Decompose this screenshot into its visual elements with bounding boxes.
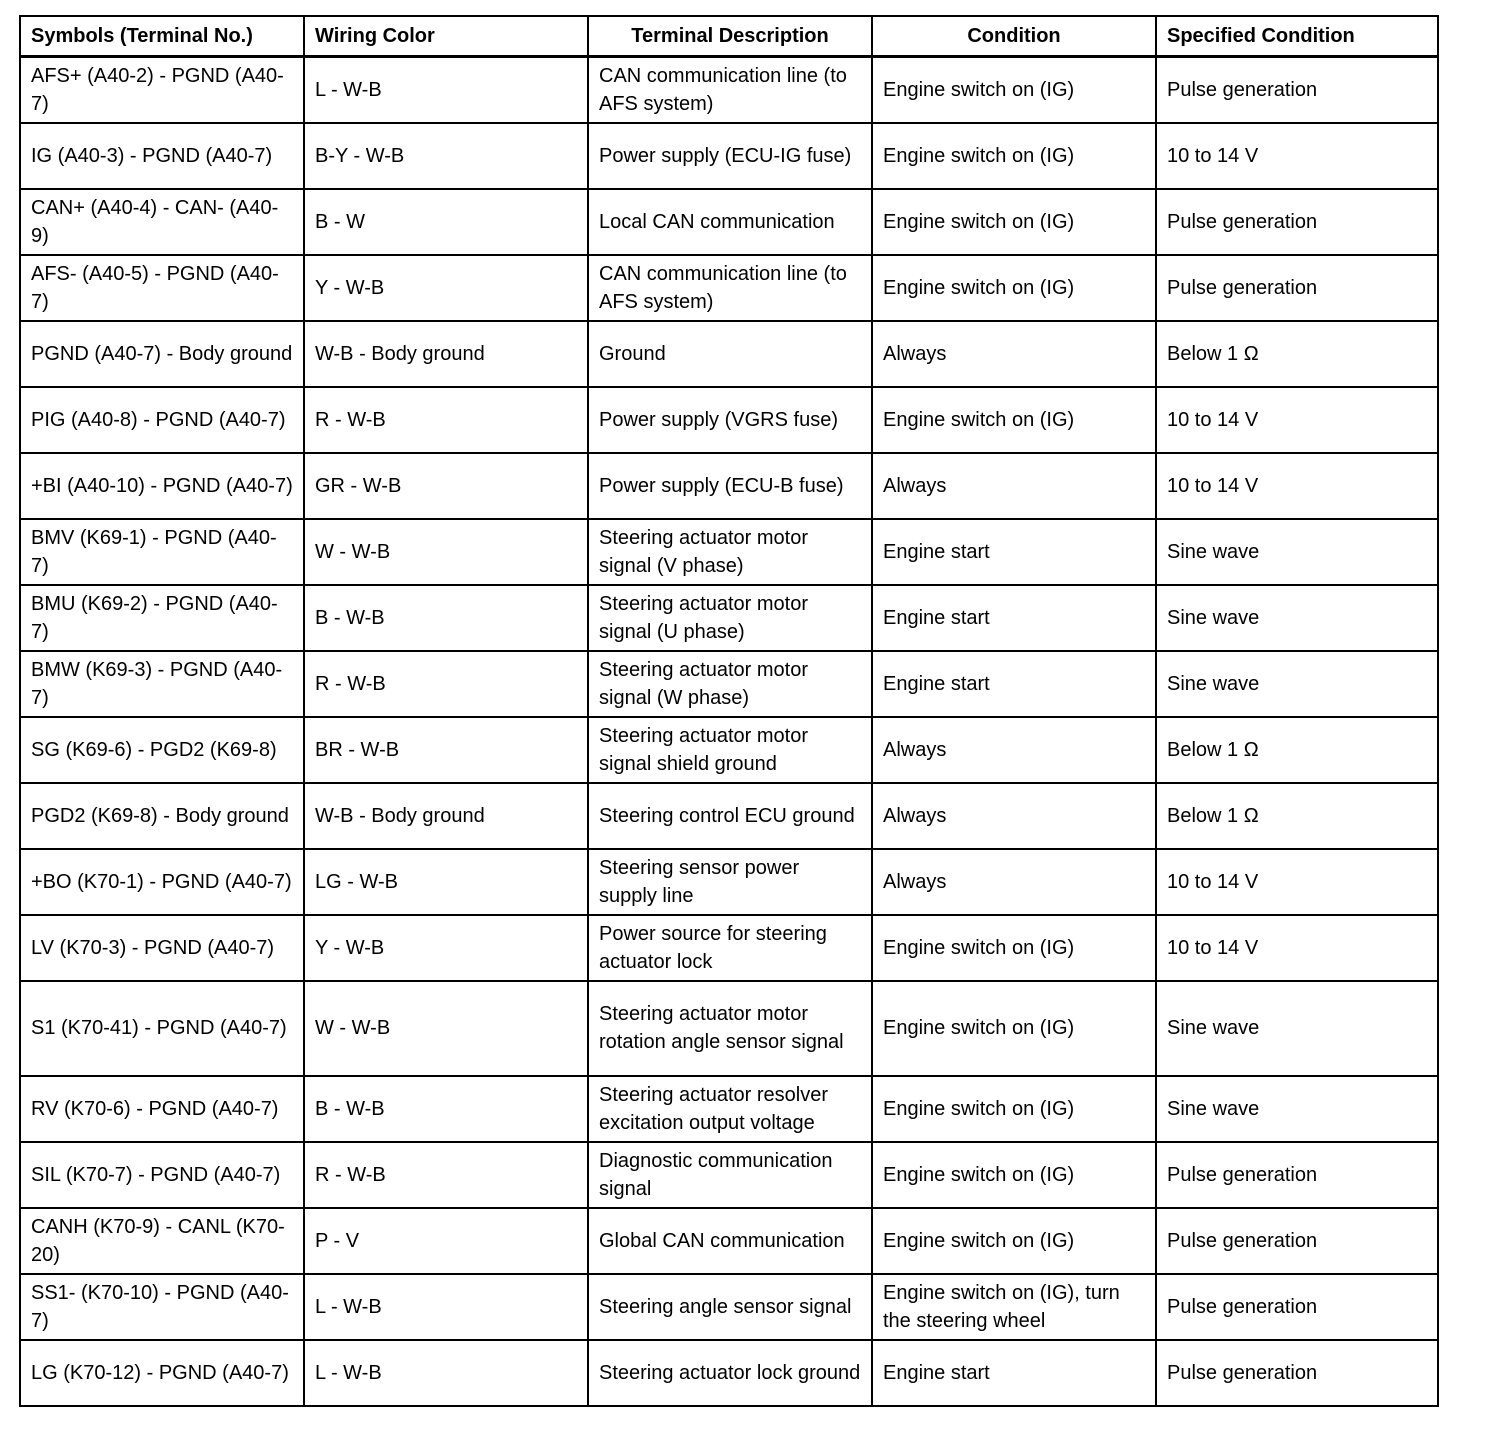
cell-condition: Always — [872, 321, 1156, 387]
cell-symbol: RV (K70-6) - PGND (A40-7) — [20, 1076, 304, 1142]
cell-condition: Engine start — [872, 651, 1156, 717]
cell-condition: Engine switch on (IG), turn the steering wheel — [872, 1274, 1156, 1340]
header-symbols: Symbols (Terminal No.) — [20, 16, 304, 57]
cell-symbol: SG (K69-6) - PGD2 (K69-8) — [20, 717, 304, 783]
table-header-row — [20, 16, 1438, 57]
cell-specified-condition: Pulse generation — [1156, 1208, 1438, 1274]
table-row — [20, 57, 1438, 123]
cell-condition: Engine switch on (IG) — [872, 57, 1156, 123]
cell-wiring-color: B - W-B — [304, 1076, 588, 1142]
cell-wiring-color: W-B - Body ground — [304, 783, 588, 849]
cell-symbol: BMU (K69-2) - PGND (A40-7) — [20, 585, 304, 651]
cell-condition: Always — [872, 783, 1156, 849]
cell-specified-condition: Sine wave — [1156, 519, 1438, 585]
cell-condition: Engine switch on (IG) — [872, 123, 1156, 189]
table-row — [20, 321, 1438, 387]
cell-symbol: S1 (K70-41) - PGND (A40-7) — [20, 981, 304, 1076]
cell-symbol: SS1- (K70-10) - PGND (A40-7) — [20, 1274, 304, 1340]
cell-terminal-description: Steering sensor power supply line — [588, 849, 872, 915]
cell-specified-condition: Pulse generation — [1156, 1274, 1438, 1340]
cell-condition: Always — [872, 849, 1156, 915]
cell-symbol: PGND (A40-7) - Body ground — [20, 321, 304, 387]
cell-terminal-description: Steering actuator lock ground — [588, 1340, 872, 1406]
cell-condition: Engine start — [872, 585, 1156, 651]
cell-specified-condition: Pulse generation — [1156, 1142, 1438, 1208]
cell-specified-condition: Below 1 Ω — [1156, 783, 1438, 849]
cell-symbol: +BI (A40-10) - PGND (A40-7) — [20, 453, 304, 519]
cell-specified-condition: Sine wave — [1156, 981, 1438, 1076]
cell-specified-condition: Pulse generation — [1156, 1340, 1438, 1406]
cell-wiring-color: LG - W-B — [304, 849, 588, 915]
cell-specified-condition: Sine wave — [1156, 651, 1438, 717]
table-row — [20, 1274, 1438, 1340]
table-row — [20, 519, 1438, 585]
table-row — [20, 387, 1438, 453]
table-row — [20, 981, 1438, 1076]
cell-symbol: SIL (K70-7) - PGND (A40-7) — [20, 1142, 304, 1208]
cell-condition: Engine switch on (IG) — [872, 387, 1156, 453]
cell-specified-condition: Below 1 Ω — [1156, 321, 1438, 387]
header-terminal-description: Terminal Description — [588, 16, 872, 57]
cell-symbol: +BO (K70-1) - PGND (A40-7) — [20, 849, 304, 915]
cell-specified-condition: Pulse generation — [1156, 57, 1438, 123]
cell-wiring-color: W - W-B — [304, 981, 588, 1076]
cell-condition: Engine switch on (IG) — [872, 255, 1156, 321]
cell-terminal-description: Power supply (ECU-B fuse) — [588, 453, 872, 519]
cell-terminal-description: Steering actuator motor signal (V phase) — [588, 519, 872, 585]
cell-wiring-color: R - W-B — [304, 1142, 588, 1208]
table-row — [20, 717, 1438, 783]
cell-terminal-description: Ground — [588, 321, 872, 387]
cell-symbol: IG (A40-3) - PGND (A40-7) — [20, 123, 304, 189]
cell-symbol: AFS+ (A40-2) - PGND (A40-7) — [20, 57, 304, 123]
cell-specified-condition: Pulse generation — [1156, 189, 1438, 255]
cell-condition: Always — [872, 453, 1156, 519]
header-specified-condition: Specified Condition — [1156, 16, 1438, 57]
cell-symbol: BMW (K69-3) - PGND (A40-7) — [20, 651, 304, 717]
table-row — [20, 189, 1438, 255]
cell-specified-condition: Pulse generation — [1156, 255, 1438, 321]
cell-wiring-color: R - W-B — [304, 651, 588, 717]
cell-wiring-color: P - V — [304, 1208, 588, 1274]
cell-specified-condition: Sine wave — [1156, 1076, 1438, 1142]
cell-symbol: LV (K70-3) - PGND (A40-7) — [20, 915, 304, 981]
cell-specified-condition: 10 to 14 V — [1156, 453, 1438, 519]
header-condition: Condition — [872, 16, 1156, 57]
cell-terminal-description: Steering actuator motor signal shield ground — [588, 717, 872, 783]
cell-condition: Engine start — [872, 1340, 1156, 1406]
cell-symbol: PIG (A40-8) - PGND (A40-7) — [20, 387, 304, 453]
header-wiring-color: Wiring Color — [304, 16, 588, 57]
table-row — [20, 651, 1438, 717]
cell-terminal-description: Local CAN communication — [588, 189, 872, 255]
table-row — [20, 915, 1438, 981]
cell-terminal-description: Steering angle sensor signal — [588, 1274, 872, 1340]
table-row — [20, 453, 1438, 519]
cell-wiring-color: BR - W-B — [304, 717, 588, 783]
cell-symbol: CAN+ (A40-4) - CAN- (A40-9) — [20, 189, 304, 255]
cell-terminal-description: Steering actuator motor signal (W phase) — [588, 651, 872, 717]
cell-condition: Engine switch on (IG) — [872, 981, 1156, 1076]
cell-symbol: CANH (K70-9) - CANL (K70-20) — [20, 1208, 304, 1274]
cell-wiring-color: W - W-B — [304, 519, 588, 585]
cell-specified-condition: Below 1 Ω — [1156, 717, 1438, 783]
terminal-table — [19, 15, 1439, 1407]
cell-condition: Engine switch on (IG) — [872, 915, 1156, 981]
cell-symbol: LG (K70-12) - PGND (A40-7) — [20, 1340, 304, 1406]
cell-specified-condition: 10 to 14 V — [1156, 849, 1438, 915]
cell-wiring-color: L - W-B — [304, 1340, 588, 1406]
cell-wiring-color: GR - W-B — [304, 453, 588, 519]
cell-specified-condition: 10 to 14 V — [1156, 387, 1438, 453]
cell-wiring-color: W-B - Body ground — [304, 321, 588, 387]
cell-terminal-description: CAN communication line (to AFS system) — [588, 255, 872, 321]
cell-condition: Engine switch on (IG) — [872, 1208, 1156, 1274]
cell-terminal-description: CAN communication line (to AFS system) — [588, 57, 872, 123]
cell-wiring-color: Y - W-B — [304, 255, 588, 321]
cell-terminal-description: Steering actuator resolver excitation output voltage — [588, 1076, 872, 1142]
cell-wiring-color: L - W-B — [304, 1274, 588, 1340]
table-body — [20, 57, 1438, 1406]
cell-wiring-color: B - W-B — [304, 585, 588, 651]
cell-terminal-description: Power source for steering actuator lock — [588, 915, 872, 981]
cell-terminal-description: Steering control ECU ground — [588, 783, 872, 849]
cell-condition: Engine start — [872, 519, 1156, 585]
terminal-table-container — [19, 15, 1437, 1407]
table-row — [20, 1340, 1438, 1406]
cell-terminal-description: Power supply (VGRS fuse) — [588, 387, 872, 453]
cell-wiring-color: B-Y - W-B — [304, 123, 588, 189]
cell-condition: Engine switch on (IG) — [872, 189, 1156, 255]
table-row — [20, 585, 1438, 651]
cell-specified-condition: 10 to 14 V — [1156, 915, 1438, 981]
table-row — [20, 255, 1438, 321]
cell-specified-condition: Sine wave — [1156, 585, 1438, 651]
cell-symbol: BMV (K69-1) - PGND (A40-7) — [20, 519, 304, 585]
cell-wiring-color: R - W-B — [304, 387, 588, 453]
cell-terminal-description: Power supply (ECU-IG fuse) — [588, 123, 872, 189]
cell-symbol: AFS- (A40-5) - PGND (A40-7) — [20, 255, 304, 321]
cell-condition: Engine switch on (IG) — [872, 1142, 1156, 1208]
cell-condition: Always — [872, 717, 1156, 783]
cell-wiring-color: Y - W-B — [304, 915, 588, 981]
table-row — [20, 783, 1438, 849]
cell-terminal-description: Steering actuator motor rotation angle sensor signal — [588, 981, 872, 1076]
cell-wiring-color: L - W-B — [304, 57, 588, 123]
cell-terminal-description: Diagnostic communication signal — [588, 1142, 872, 1208]
table-row — [20, 849, 1438, 915]
table-row — [20, 1142, 1438, 1208]
cell-terminal-description: Global CAN communication — [588, 1208, 872, 1274]
cell-condition: Engine switch on (IG) — [872, 1076, 1156, 1142]
cell-wiring-color: B - W — [304, 189, 588, 255]
table-row — [20, 1076, 1438, 1142]
cell-specified-condition: 10 to 14 V — [1156, 123, 1438, 189]
table-row — [20, 123, 1438, 189]
cell-terminal-description: Steering actuator motor signal (U phase) — [588, 585, 872, 651]
cell-symbol: PGD2 (K69-8) - Body ground — [20, 783, 304, 849]
table-row — [20, 1208, 1438, 1274]
